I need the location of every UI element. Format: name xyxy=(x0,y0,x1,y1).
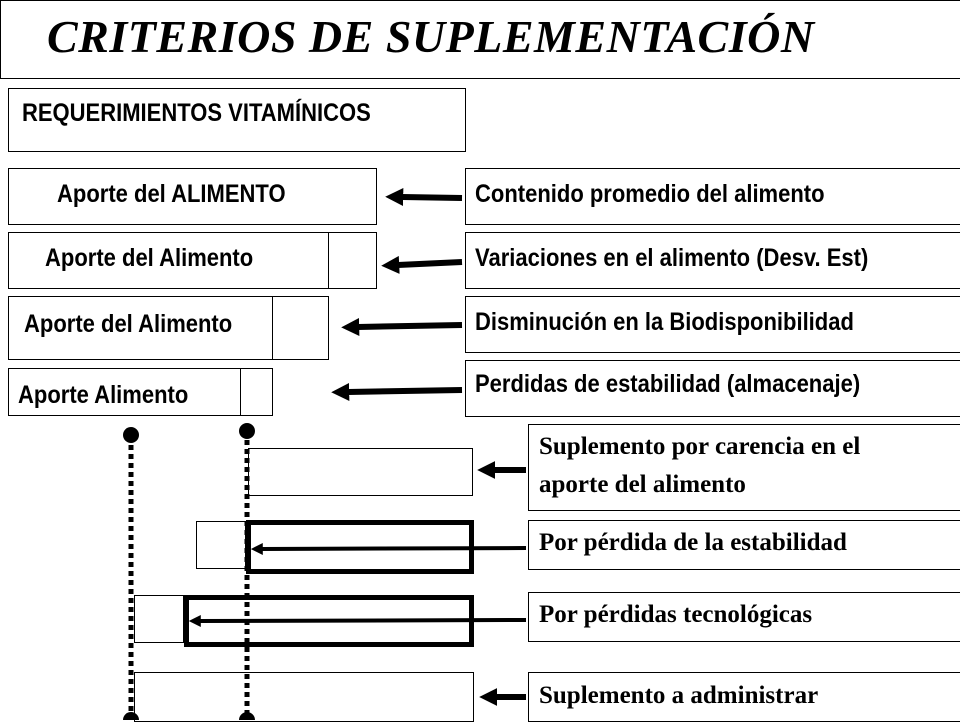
aporte-label-2: Aporte del Alimento xyxy=(45,244,254,272)
dot-left-bottom xyxy=(123,712,139,720)
label-administrar: Suplemento a administrar xyxy=(539,682,819,709)
aporte-label-1: Aporte del ALIMENTO xyxy=(57,180,286,208)
label-tecnologicas: Por pérdidas tecnológicas xyxy=(539,601,813,628)
label-carencia-2: aporte del alimento xyxy=(539,471,746,498)
dot-left-top xyxy=(123,427,139,443)
arrow-2 xyxy=(398,262,462,265)
arrow-1 xyxy=(402,197,462,198)
label-carencia-1: Suplemento por carencia en el xyxy=(539,433,861,460)
dot-right-bottom xyxy=(239,712,255,720)
factor-label-3: Disminución en la Biodisponibilidad xyxy=(475,308,854,336)
page-title: CRITERIOS DE SUPLEMENTACIÓN xyxy=(47,11,815,62)
arrow-3 xyxy=(358,325,462,327)
aporte-label-3: Aporte del Alimento xyxy=(24,310,233,338)
arrow-6 xyxy=(262,548,526,549)
dot-right-top xyxy=(239,423,255,439)
label-estabilidad: Por pérdida de la estabilidad xyxy=(539,529,847,556)
factor-label-2: Variaciones en el alimento (Desv. Est) xyxy=(475,244,869,272)
factor-label-1: Contenido promedio del alimento xyxy=(475,180,825,208)
factor-label-4: Perdidas de estabilidad (almacenaje) xyxy=(475,370,861,398)
aporte-label-4: Aporte Alimento xyxy=(18,381,189,409)
subtitle: REQUERIMIENTOS VITAMÍNICOS xyxy=(22,99,371,127)
arrow-4 xyxy=(348,390,462,392)
